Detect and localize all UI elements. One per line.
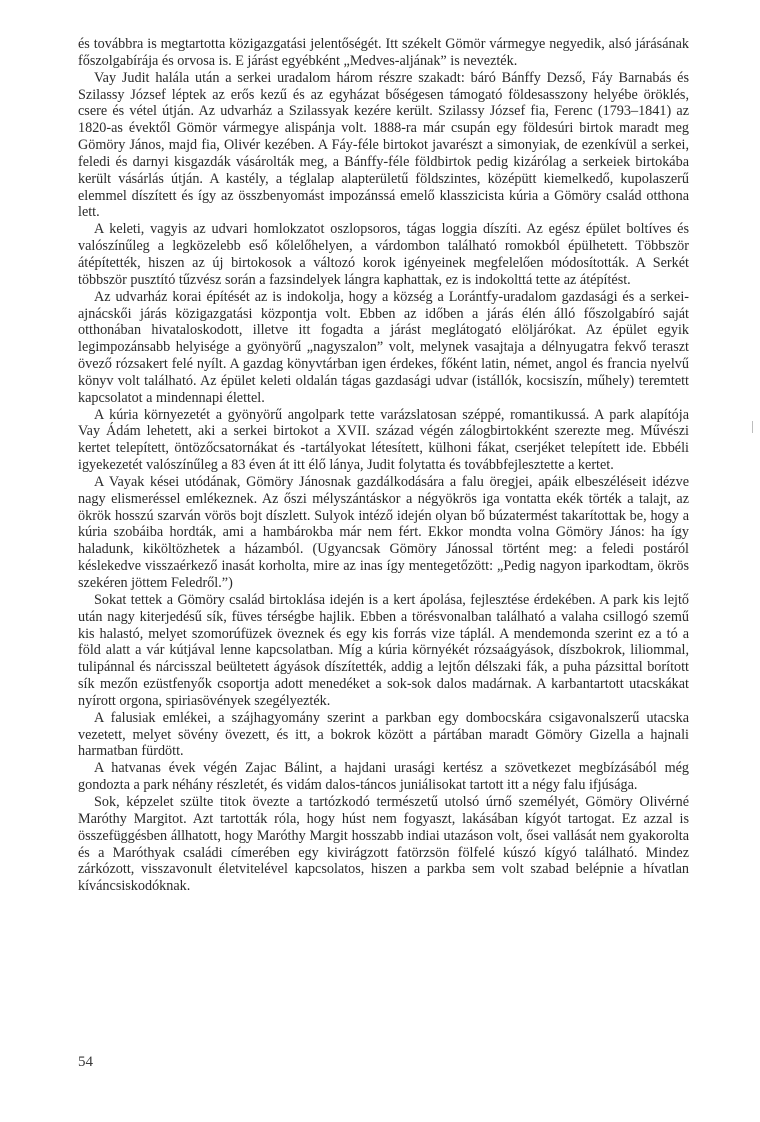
paragraph: A keleti, vagyis az udvari homlokzatot oszlopsoros, tágas loggia díszíti. Az egész épület boltíves és valószínűleg a legközelebb eső kőlelőhelyen, a várdombon található romokból épülhetett. Többször átépítették, hiszen az új birtokosok a változó korok igényeinek megfelelően módosították. A Serkét többször pusztító tűzvész során a fazsindelyek lángra kaphattak, ez is indokolttá tette az átépítést. — [78, 221, 689, 288]
page-number: 54 — [78, 1054, 93, 1070]
paragraph: A Vayak kései utódának, Gömöry Jánosnak gazdálkodására a falu öregjei, apáik elbeszéléseit idézve nagy elismeréssel emlékeznek. Az őszi mélyszántáskor a négyökrös iga vontatta ekék törték a talajt, az ökrök hosszú szarván vörös bojt díszlett. Sulyok intéző idején olyan bő búzatermést takarítottak be, hogy a kúria szobáiba hordták, ami a hambárokba már nem fért. Ekkor mondta volna Gömöry János: ha így haladunk, kiköltözhetek a házamból. (Ugyancsak Gömöry Jánossal történt meg: a feledi postáról késlekedve visszaérkező inasát korholta, mire az inas így mentegetőzött: „Pedig nagyon iparkodtam, ökrös szekéren jöttem Feledről.”) — [78, 473, 689, 591]
paragraph: A falusiak emlékei, a szájhagyomány szerint a parkban egy dombocskára csigavonalszerű utacska vezetett, melyet sövény övezett, és itt, a bokrok között a pártában maradt Gömöry Gizella a hajnali harmatban fürdött. — [78, 709, 689, 760]
paragraph: Sokat tettek a Gömöry család birtoklása idején is a kert ápolása, fejlesztése érdekében. A park kis lejtő után nagy kiterjedésű sík, füves térségbe hajlik. Ebben a törésvonalban található a valaha csillogó szemű kis halastó, melyet szomorúfüzek öveznek és egy kis forrás vize táplál. A mendemonda szerint ez a tó a föld alatt a vár kútjával lenne kapcsolatban. Míg a kúria környékét rózsaágyások, díszbokrok, liliommal, tulipánnal és nárcisszal beültetett ágyások díszítették, addig a lejtőn délszaki fák, a puha pázsittal borított sík mezőn ezüstfenyők csoportja adott menedéket a sok-sok dalos madárnak. A karbantartott utacskákat nyírott orgona, spiriasövények szegélyezték. — [78, 591, 689, 709]
paragraph: A hatvanas évek végén Zajac Bálint, a hajdani urasági kertész a szövetkezet megbízásából még gondozta a park néhány részletét, és vidám dalos-táncos juniálisokat tartott itt a négy falu ifjúsága. — [78, 760, 689, 794]
paragraph: Vay Judit halála után a serkei uradalom három részre szakadt: báró Bánffy Dezső, Fáy Barnabás és Szilassy József léptek az erős kezű és az egyházat bőségesen támogató földesasszony helyébe öröklés, csere és vétel útján. Az udvarház a Szilassyak kezére került. Szilassy József fia, Ferenc (1793–1841) az 1820-as évektől Gömör vármegye alispánja volt. 1888-ra már csupán egy földesúri birtok maradt meg Gömöry János, majd fia, Olivér kezében. A Fáy-féle birtokot javarészt a simonyiak, de ezenkívül a serkei, feledi és darnyi kisgazdák vásárolták meg, a Bánffy-féle földbirtok pedig kizárólag a serkeiek birtokába került vásárlás útján. A kastély, a téglalap alapterületű földszintes, középütt kiemelkedő, kupolaszerű elemmel díszített és így az összbenyomást impozánssá emelő klasszicista kúria a Gömöry család otthona lett. — [78, 69, 689, 221]
scan-edge-mark — [752, 421, 753, 433]
paragraph: Az udvarház korai építését az is indokolja, hogy a község a Lorántfy-uradalom gazdasági és a serkei-ajnácskői járás közigazgatási központja volt. Ebben az időben a járás élén álló főszolgabíró saját otthonában hivataloskodott, illetve itt fogadta a járást meglátogató elöljárókat. Az épület egyik legimpozánsabb helyisége a gyönyörű „nagyszalon” volt, melynek vasajtaja a délnyugatra fekvő teraszt övező rózsakert felé nyílt. A gazdag könyvtárban igen érdekes, főként latin, német, angol és francia nyelvű könyv volt található. Az épület keleti oldalán tágas gazdasági udvar (istállók, kocsiszín, műhely) teremtett kapcsolatot a mindennapi élettel. — [78, 288, 689, 406]
page-body — [78, 36, 689, 895]
paragraph: Sok, képzelet szülte titok övezte a tartózkodó természetű utolsó úrnő személyét, Gömöry Olivérné Maróthy Margitot. Azt tartották róla, hogy húst nem fogyaszt, lakásában kígyót tartogat. Ez azzal is összefüggésben állhatott, hogy Maróthy Margit hosszabb indiai utazáson volt, ősei vallását nem gyakorolta és a Maróthyak családi címerében egy kivirágzott fatörzsön fölfelé kúszó kígyó található. Mindez zárkózott, visszavonult életvitelével kapcsolatos, hiszen a parkba sem volt szabad belépnie a hívatlan kíváncsiskodóknak. — [78, 793, 689, 895]
paragraph: A kúria környezetét a gyönyörű angolpark tette varázslatosan széppé, romantikussá. A park alapítója Vay Ádám lehetett, aki a serkei birtokot a XVII. század végén zálogbirtokként szerezte meg. Művészi kertet telepített, öntözőcsatornákat és -tartályokat létesített, külhoni fákat, cserjéket telepített ide. Ebbéli igyekezetét valószínűleg a 83 éven át itt élő lánya, Judit folytatta és továbbfejlesztette a kertet. — [78, 406, 689, 474]
paragraph: és továbbra is megtartotta közigazgatási jelentőségét. Itt székelt Gömör vármegye negyedik, alsó járásának főszolgabírája és orvosa is. E járást egyébként „Medves-aljának” is nevezték. — [78, 36, 689, 69]
